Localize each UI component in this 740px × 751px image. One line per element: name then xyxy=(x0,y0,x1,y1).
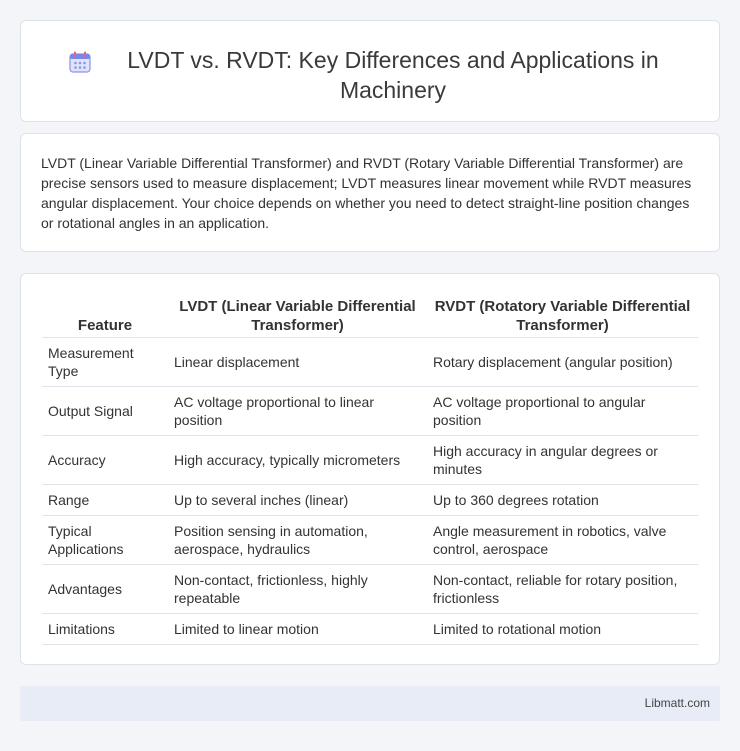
lvdt-cell: Up to several inches (linear) xyxy=(168,485,427,516)
feature-cell: Limitations xyxy=(42,614,168,645)
feature-cell: Measurement Type xyxy=(42,338,168,387)
rvdt-cell: Non-contact, reliable for rotary position, frictionless xyxy=(427,565,698,614)
table-row xyxy=(42,436,698,485)
footer xyxy=(20,686,720,721)
header xyxy=(21,21,719,105)
footer-brand: Libmatt.com xyxy=(644,696,710,710)
feature-cell: Typical Applications xyxy=(42,516,168,565)
table-header-row xyxy=(42,294,698,338)
feature-cell: Accuracy xyxy=(42,436,168,485)
page-title: LVDT vs. RVDT: Key Differences and Applications in Machinery xyxy=(127,47,659,103)
header-lvdt: LVDT (Linear Variable Differential Transformer) xyxy=(168,294,427,338)
table-row xyxy=(42,387,698,436)
rvdt-cell: Up to 360 degrees rotation xyxy=(427,485,698,516)
lvdt-cell: Limited to linear motion xyxy=(168,614,427,645)
feature-cell: Range xyxy=(42,485,168,516)
rvdt-cell: Angle measurement in robotics, valve control, aerospace xyxy=(427,516,698,565)
header-rvdt: RVDT (Rotatory Variable Differential Transformer) xyxy=(427,294,698,338)
rvdt-cell: AC voltage proportional to angular position xyxy=(427,387,698,436)
intro-card xyxy=(20,133,720,252)
table-card xyxy=(20,273,720,665)
lvdt-cell: AC voltage proportional to linear position xyxy=(168,387,427,436)
feature-cell: Advantages xyxy=(42,565,168,614)
lvdt-cell: Linear displacement xyxy=(168,338,427,387)
table-row xyxy=(42,338,698,387)
feature-cell: Output Signal xyxy=(42,387,168,436)
table-row xyxy=(42,614,698,645)
lvdt-cell: Position sensing in automation, aerospace, hydraulics xyxy=(168,516,427,565)
rvdt-cell: High accuracy in angular degrees or minutes xyxy=(427,436,698,485)
comparison-table xyxy=(42,294,698,645)
table-row xyxy=(42,516,698,565)
title-card xyxy=(20,20,720,122)
intro-paragraph: LVDT (Linear Variable Differential Transformer) and RVDT (Rotary Variable Differential Transformer) are precise sensors used to measure displacement; LVDT measures linear movement while RVDT measures angular displacement. Your choice depends on whether you need to detect straight-line position changes or rotational angles in an application. xyxy=(41,155,692,231)
table-row xyxy=(42,565,698,614)
rvdt-cell: Rotary displacement (angular position) xyxy=(427,338,698,387)
lvdt-cell: High accuracy, typically micrometers xyxy=(168,436,427,485)
header-feature: Feature xyxy=(42,294,168,338)
rvdt-cell: Limited to rotational motion xyxy=(427,614,698,645)
table-row xyxy=(42,485,698,516)
lvdt-cell: Non-contact, frictionless, highly repeatable xyxy=(168,565,427,614)
calendar-icon xyxy=(67,49,93,75)
